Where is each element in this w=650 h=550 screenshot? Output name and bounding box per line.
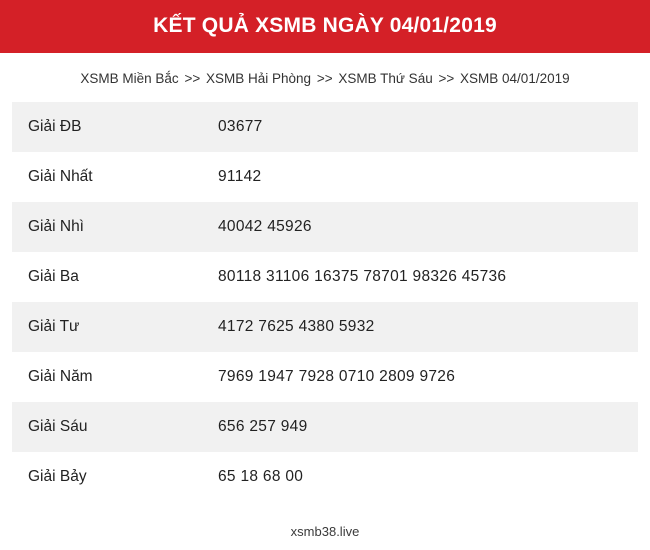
prize-label: Giải Nhất <box>28 168 93 186</box>
breadcrumb-separator: >> <box>316 71 333 87</box>
prize-label: Giải Tư <box>28 318 80 336</box>
prize-numbers: 40042 45926 <box>218 218 312 236</box>
prize-label: Giải Năm <box>28 368 93 386</box>
prize-numbers: 03677 <box>218 118 263 136</box>
breadcrumb-item-0[interactable]: XSMB Miền Bắc <box>80 71 179 87</box>
table-row <box>12 402 638 452</box>
table-row <box>12 302 638 352</box>
table-row <box>12 152 638 202</box>
page-header <box>0 0 650 53</box>
results-table <box>12 102 638 502</box>
site-name: xsmb38.live <box>290 524 360 540</box>
table-row <box>12 202 638 252</box>
prize-numbers: 7969 1947 7928 0710 2809 9726 <box>218 368 456 386</box>
prize-label: Giải Ba <box>28 268 79 286</box>
page-title: KẾT QUẢ XSMB NGÀY 04/01/2019 <box>153 14 497 37</box>
prize-label: Giải Bảy <box>28 468 87 486</box>
prize-numbers: 80118 31106 16375 78701 98326 45736 <box>218 268 507 286</box>
prize-label: Giải Nhì <box>28 218 84 236</box>
prize-numbers: 91142 <box>218 168 262 186</box>
breadcrumb-item-2[interactable]: XSMB Thứ Sáu <box>338 71 433 87</box>
breadcrumb <box>0 53 650 102</box>
table-row <box>12 452 638 502</box>
prize-label: Giải ĐB <box>28 118 82 136</box>
prize-numbers: 656 257 949 <box>218 418 308 436</box>
table-row <box>12 352 638 402</box>
breadcrumb-item-1[interactable]: XSMB Hải Phòng <box>206 71 312 87</box>
table-row <box>12 102 638 152</box>
prize-label: Giải Sáu <box>28 418 88 436</box>
prize-numbers: 65 18 68 00 <box>218 468 304 486</box>
table-row <box>12 252 638 302</box>
prize-numbers: 4172 7625 4380 5932 <box>218 318 375 336</box>
breadcrumb-separator: >> <box>184 71 201 87</box>
breadcrumb-separator: >> <box>438 71 455 87</box>
page-footer <box>0 502 650 550</box>
breadcrumb-item-3[interactable]: XSMB 04/01/2019 <box>460 71 570 87</box>
